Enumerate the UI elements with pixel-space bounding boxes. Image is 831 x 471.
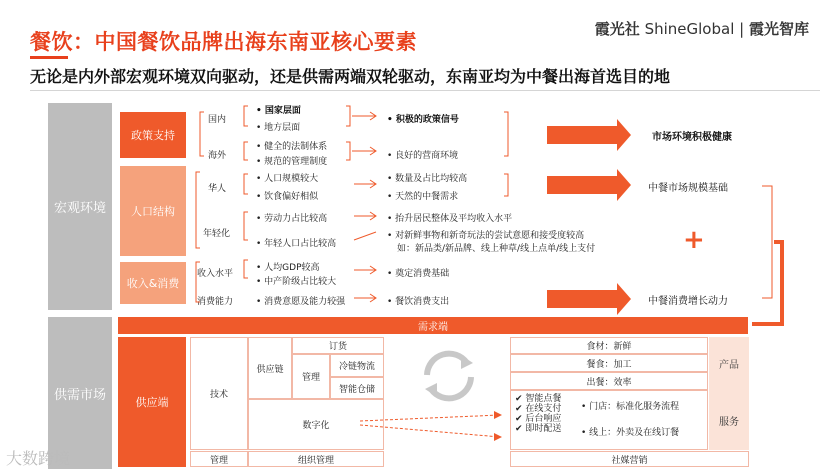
policy-box: 政策支持 <box>120 112 186 158</box>
young-bracket <box>244 212 248 240</box>
outcome-1: 市场环境积极健康 <box>652 132 732 143</box>
service-box: 服务 <box>709 390 749 450</box>
overseas-close <box>346 142 350 160</box>
domestic-label: 国内 <box>208 115 227 125</box>
org-mgmt-cell: 组织管理 <box>248 451 384 467</box>
supply-demand-section-label: 供需市场 <box>48 317 112 469</box>
check-item-2: ✔ 在线支付 <box>515 404 562 414</box>
domestic-bracket <box>244 106 248 126</box>
income-level-label: 收入水平 <box>197 269 234 279</box>
chinese-item-2: • 饮食偏好相似 <box>256 192 319 202</box>
product-box: 产品 <box>709 337 749 390</box>
demand-bar: 需求端 <box>118 317 748 334</box>
divider <box>30 90 820 91</box>
domestic-item-1: • 国家层面 <box>256 106 301 116</box>
tech-cell: 技术 <box>190 337 248 450</box>
page-subtitle: 无论是内外部宏观环境双向驱动，还是供需两端双轮驱动，东南亚均为中餐出海首选目的地 <box>30 67 671 86</box>
macro-section-label: 宏观环境 <box>48 103 112 310</box>
domestic-close <box>346 106 350 126</box>
income-bracket <box>196 262 200 302</box>
arrow-young-2 <box>354 232 376 240</box>
chinese-item-1: • 人口规模较大 <box>256 174 319 184</box>
outcome-bracket <box>762 186 772 298</box>
mgmt-cell: 管理 <box>292 354 330 399</box>
overseas-item-1: • 健全的法制体系 <box>256 142 328 152</box>
brand-logo <box>595 18 809 39</box>
big-arrow-3 <box>547 290 617 308</box>
checklist <box>511 391 561 434</box>
young-result-1: • 抬升居民整体及平均收入水平 <box>387 214 513 224</box>
young-result-example: 如：新品类/新品牌、线上种草/线上点单/线上支付 <box>397 244 596 254</box>
chinese-bracket <box>244 174 248 194</box>
brand-think-tank: 霞光智库 <box>748 20 809 38</box>
smart-warehouse-cell: 智能仓储 <box>330 377 384 399</box>
store-service: • 门店：标准化服务流程 <box>581 402 680 412</box>
online-service: • 线上：外卖及在线订餐 <box>581 428 680 438</box>
chinese-result-2: • 天然的中餐需求 <box>387 192 459 202</box>
young-result-2: • 对新鲜事物和新奇玩法的尝试意愿和接受度较高 <box>387 231 585 241</box>
brand-name-en: ShineGlobal <box>644 20 735 38</box>
policy-result-bracket <box>504 112 508 156</box>
consumption-ability-label: 消费能力 <box>197 297 234 307</box>
digital-cell: 数字化 <box>248 399 384 450</box>
brand-separator: | <box>739 20 745 38</box>
policy-result-1: • 积极的政策信号 <box>387 115 459 125</box>
big-arrow-2 <box>547 176 617 194</box>
plus-sign: + <box>683 225 705 255</box>
page-title: 餐饮：中国餐饮品牌出海东南亚核心要素 <box>30 30 417 54</box>
policy-bracket <box>200 112 204 156</box>
service-cell <box>510 390 708 450</box>
social-marketing-cell: 社媒营销 <box>510 451 749 467</box>
income-item-2: • 中产阶级占比较大 <box>256 277 337 287</box>
young-item-1: • 劳动力占比较高 <box>256 214 328 224</box>
income-box: 收入&消费 <box>120 262 186 304</box>
chinese-label: 华人 <box>208 184 227 194</box>
chinese-result-bracket <box>504 174 508 196</box>
delivery-cell: 出餐：效率 <box>510 372 708 390</box>
check-item-3: ✔ 后台响应 <box>515 414 562 424</box>
population-box: 人口结构 <box>120 166 186 256</box>
brand-name-cn: 霞光社 <box>594 20 640 38</box>
overseas-bracket <box>244 142 248 160</box>
outcome-2: 中餐市场规模基础 <box>648 183 728 194</box>
income-level-bracket <box>244 260 248 278</box>
meal-cell: 餐食：加工 <box>510 354 708 372</box>
income-result-1: • 奠定消费基础 <box>387 269 450 279</box>
policy-result-2: • 良好的营商环境 <box>387 151 459 161</box>
supply-side-box: 供应端 <box>118 337 186 467</box>
overseas-item-2: • 规范的管理制度 <box>256 157 328 167</box>
title-underline <box>30 56 68 59</box>
income-item-1: • 人均GDP较高 <box>256 263 320 273</box>
overseas-label: 海外 <box>208 151 227 161</box>
young-label: 年轻化 <box>203 229 231 239</box>
young-item-2: • 年轻人口占比较高 <box>256 239 337 249</box>
chinese-result-1: • 数量及占比均较高 <box>387 174 468 184</box>
supply-chain-cell: 供应链 <box>248 337 292 399</box>
watermark: 大数跨境 <box>6 449 71 468</box>
food-cell: 食材：新鲜 <box>510 337 708 354</box>
cold-chain-cell: 冷链物流 <box>330 354 384 377</box>
order-cell: 订货 <box>292 337 384 354</box>
check-item-1: ✔ 智能点餐 <box>515 394 562 404</box>
outcome-3: 中餐消费增长动力 <box>648 296 728 307</box>
income-result-2: • 餐饮消费支出 <box>387 297 450 307</box>
management-cell: 管理 <box>190 451 248 467</box>
population-bracket <box>196 172 200 248</box>
return-arrow <box>752 242 782 324</box>
domestic-item-2: • 地方层面 <box>256 123 301 133</box>
check-item-4: ✔ 即时配送 <box>515 424 562 434</box>
dashed-arrows <box>290 395 520 445</box>
ability-item-1: • 消费意愿及能力较强 <box>256 297 346 307</box>
big-arrow-1 <box>547 126 617 144</box>
